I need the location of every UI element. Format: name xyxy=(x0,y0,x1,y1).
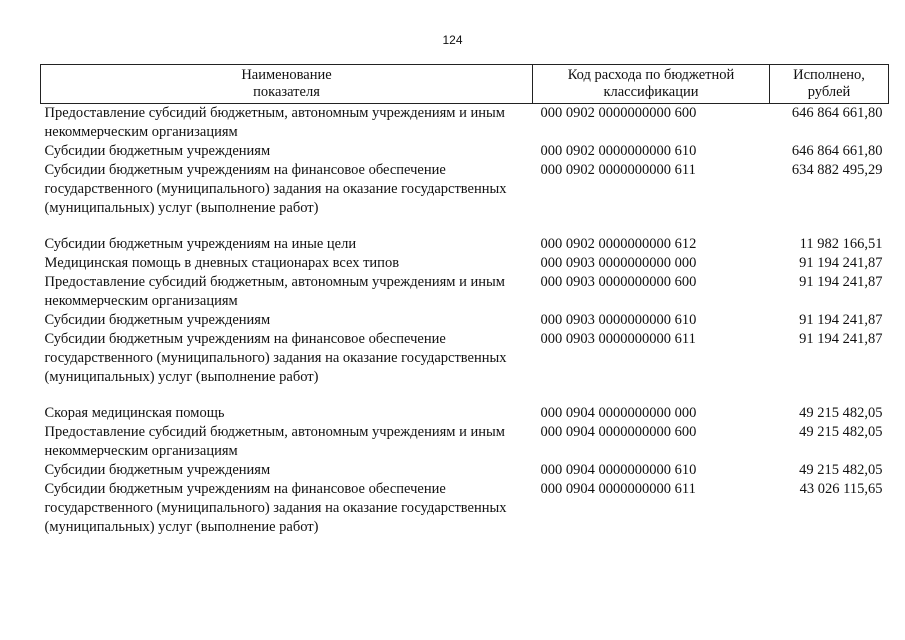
row-name: Субсидии бюджетным учреждениям xyxy=(44,143,271,159)
row-code: 000 0904 0000000000 600 xyxy=(540,424,697,440)
row-amount: 634 882 495,29 xyxy=(791,162,883,178)
row-code: 000 0902 0000000000 612 xyxy=(540,236,697,252)
row-amount: 11 982 166,51 xyxy=(799,236,883,252)
row-name: Предоставление субсидий бюджетным, автономным учреждениям и иным некоммерческим организациям xyxy=(44,424,505,459)
table-row xyxy=(41,273,889,311)
row-name: Субсидии бюджетным учреждениям xyxy=(44,462,271,478)
row-name: Скорая медицинская помощь xyxy=(44,405,225,421)
header-amount: Исполнено, рублей xyxy=(770,65,889,104)
row-name: Субсидии бюджетным учреждениям на финансовое обеспечение государственного (муниципального) задания на оказание государственных (муниципальных) услуг (выполнение работ) xyxy=(44,331,507,385)
row-code: 000 0904 0000000000 610 xyxy=(540,462,697,478)
row-amount: 91 194 241,87 xyxy=(799,331,883,347)
table-row xyxy=(41,480,889,537)
budget-table xyxy=(40,64,889,537)
header-code-line1: Код расхода по бюджетной xyxy=(567,67,735,83)
row-code: 000 0903 0000000000 000 xyxy=(540,255,697,271)
row-name: Субсидии бюджетным учреждениям на финансовое обеспечение государственного (муниципального) задания на оказание государственных (муниципальных) услуг (выполнение работ) xyxy=(44,162,507,216)
row-code: 000 0903 0000000000 610 xyxy=(540,312,697,328)
row-code: 000 0902 0000000000 610 xyxy=(540,143,697,159)
row-code: 000 0902 0000000000 611 xyxy=(540,162,696,178)
header-name-line2: показателя xyxy=(253,84,320,100)
row-amount: 43 026 115,65 xyxy=(799,481,883,497)
table-row xyxy=(41,404,889,423)
row-name: Предоставление субсидий бюджетным, автономным учреждениям и иным некоммерческим организациям xyxy=(44,105,505,140)
row-name: Субсидии бюджетным учреждениям xyxy=(44,312,271,328)
row-code: 000 0902 0000000000 600 xyxy=(540,105,697,121)
row-amount: 49 215 482,05 xyxy=(799,462,883,478)
table-spacer xyxy=(41,387,889,404)
row-code: 000 0903 0000000000 600 xyxy=(540,274,697,290)
table-row xyxy=(41,235,889,254)
header-code xyxy=(533,65,770,104)
header-name xyxy=(41,65,533,104)
header-name-line1: Наименование xyxy=(241,67,332,83)
table-row xyxy=(41,461,889,480)
row-amount: 49 215 482,05 xyxy=(799,405,883,421)
row-amount: 91 194 241,87 xyxy=(799,312,883,328)
row-amount: 91 194 241,87 xyxy=(799,255,883,271)
row-amount: 91 194 241,87 xyxy=(799,274,883,290)
table-header-row xyxy=(41,65,889,104)
page-number: 124 xyxy=(442,33,463,47)
row-name: Субсидии бюджетным учреждениям на иные цели xyxy=(44,236,357,252)
table-spacer xyxy=(41,218,889,235)
row-amount: 646 864 661,80 xyxy=(791,105,883,121)
table-row xyxy=(41,423,889,461)
header-code-line2: классификации xyxy=(603,84,699,100)
row-name: Предоставление субсидий бюджетным, автономным учреждениям и иным некоммерческим организациям xyxy=(44,274,505,309)
table-row xyxy=(41,254,889,273)
row-amount: 49 215 482,05 xyxy=(799,424,883,440)
row-code: 000 0904 0000000000 000 xyxy=(540,405,697,421)
row-code: 000 0903 0000000000 611 xyxy=(540,331,696,347)
row-amount: 646 864 661,80 xyxy=(791,143,883,159)
row-code: 000 0904 0000000000 611 xyxy=(540,481,696,497)
table-row xyxy=(41,161,889,218)
table-row xyxy=(41,311,889,330)
table-row xyxy=(41,142,889,161)
table-row xyxy=(41,104,889,143)
row-name: Субсидии бюджетным учреждениям на финансовое обеспечение государственного (муниципального) задания на оказание государственных (муниципальных) услуг (выполнение работ) xyxy=(44,481,507,535)
table-row xyxy=(41,330,889,387)
row-name: Медицинская помощь в дневных стационарах всех типов xyxy=(44,255,400,271)
